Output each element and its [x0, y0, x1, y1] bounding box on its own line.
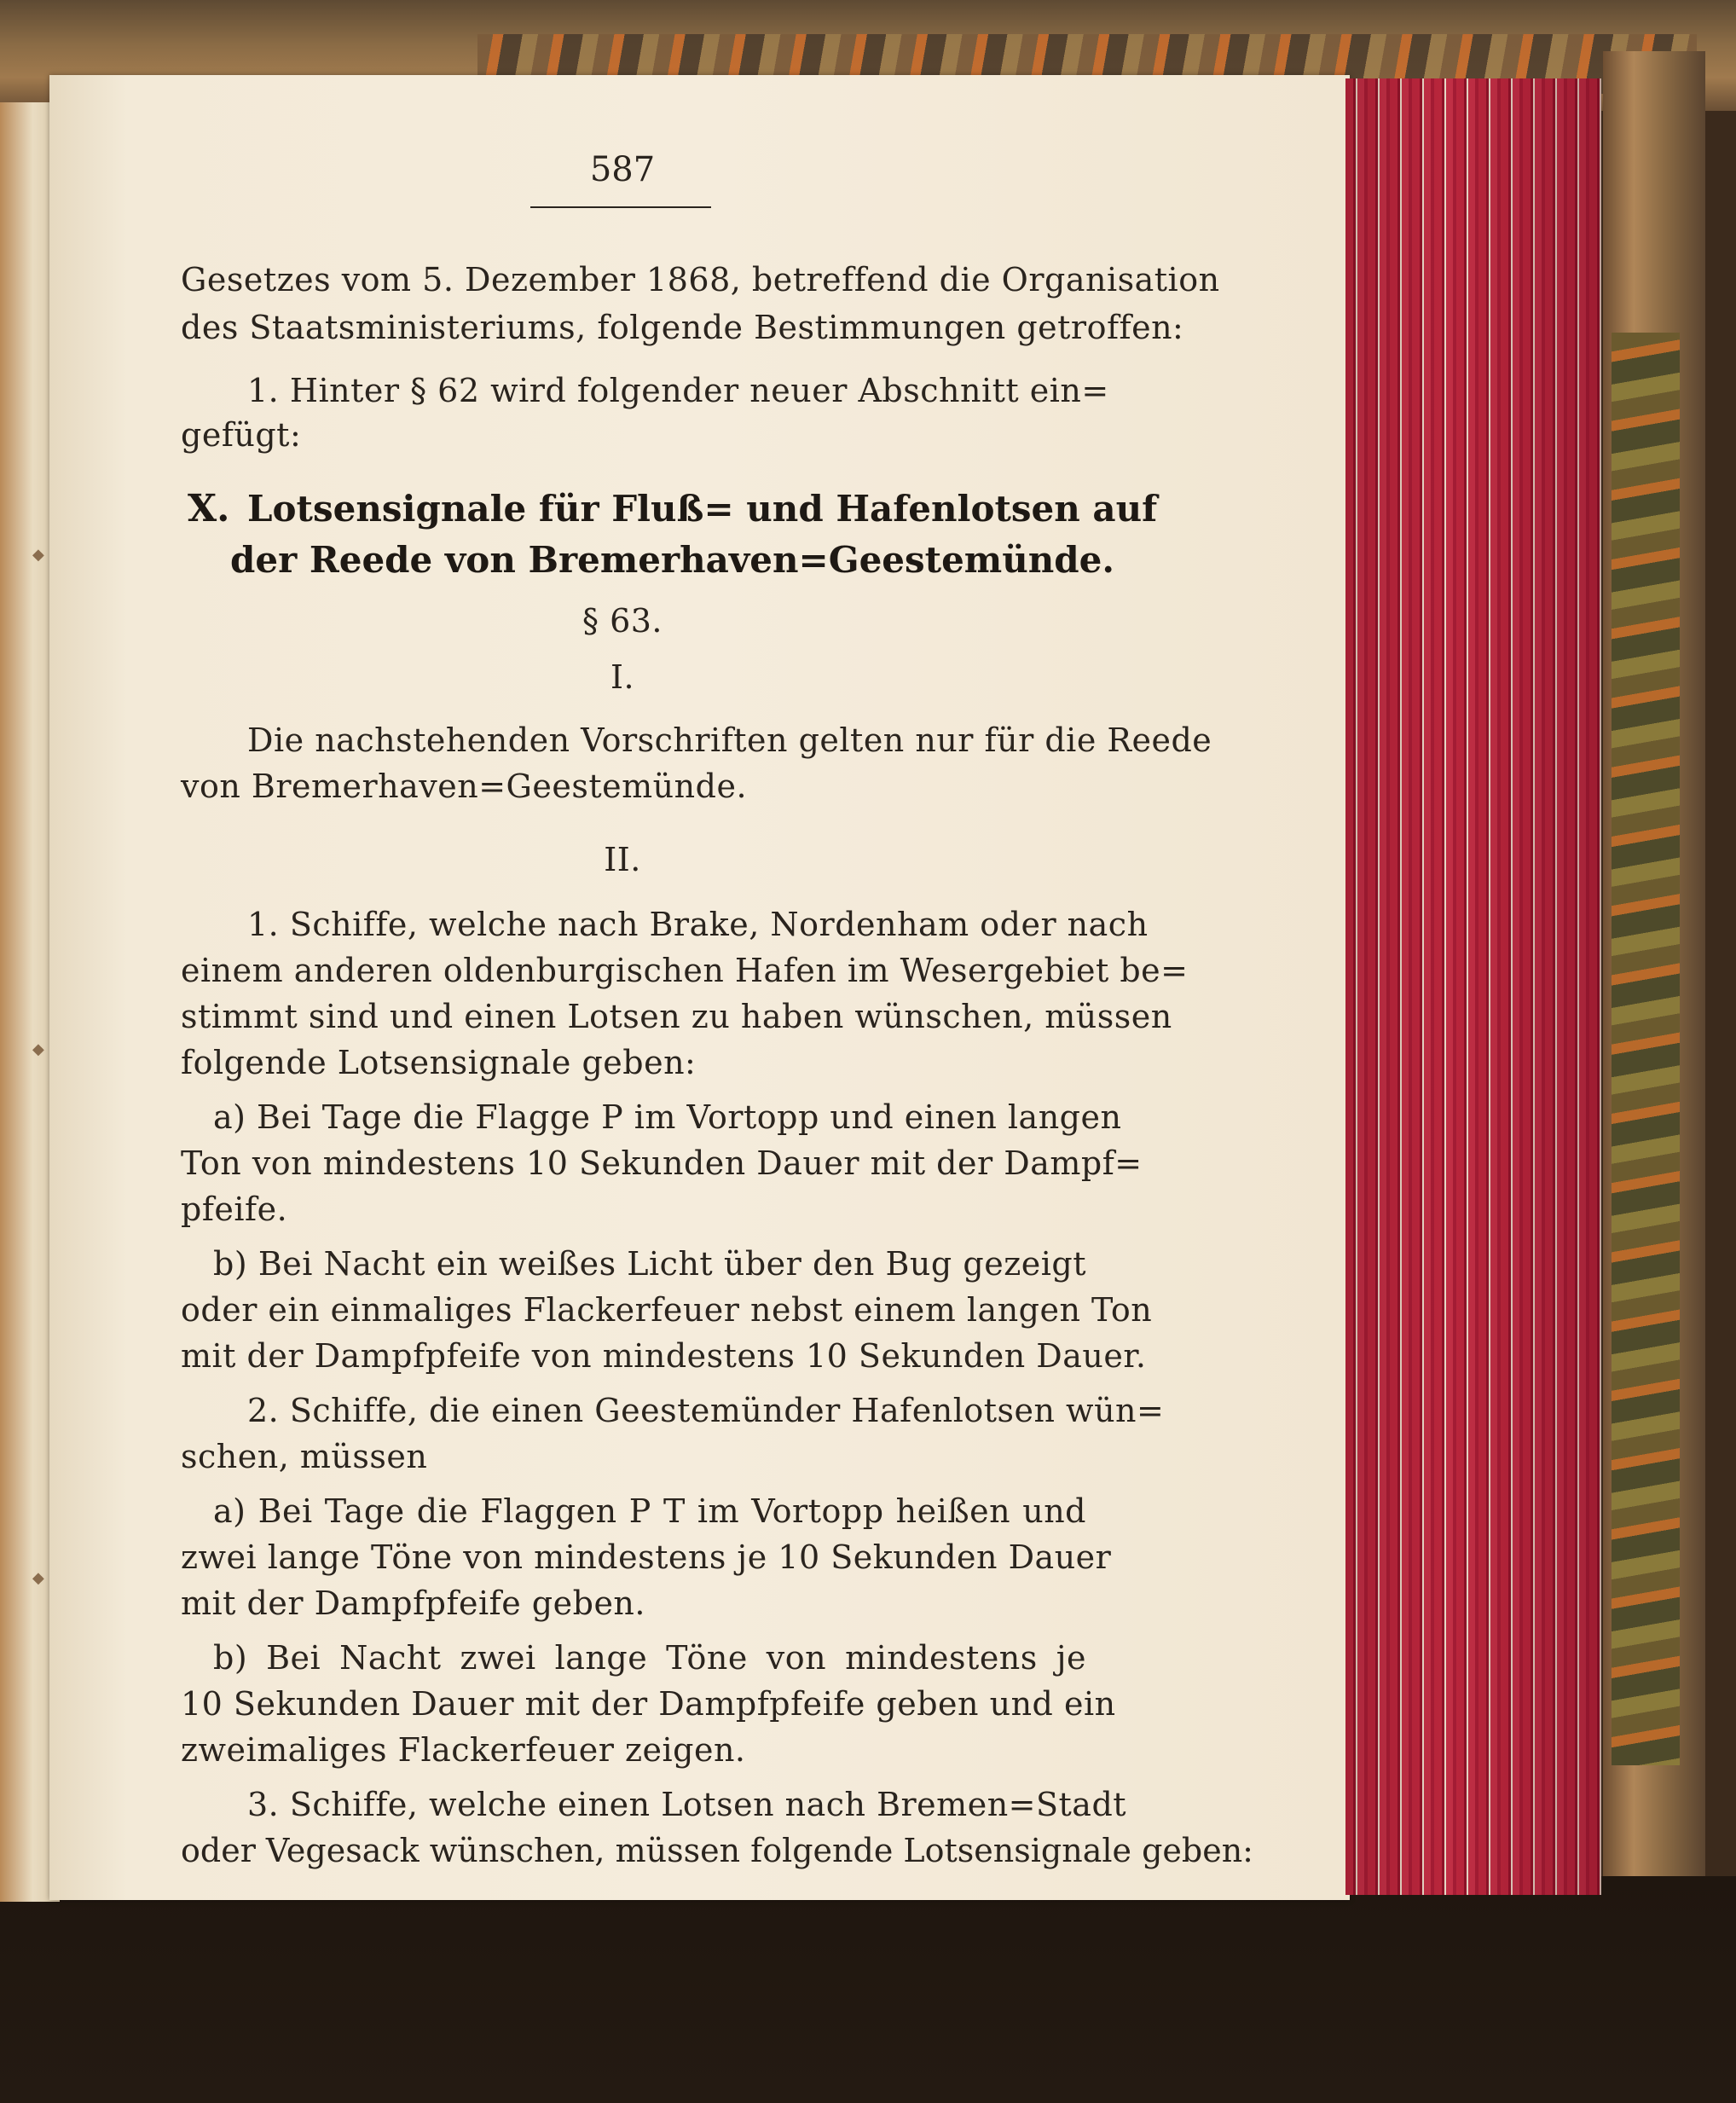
binding-mark: ◆ [32, 1040, 44, 1058]
text-line: b) Bei Nacht zwei lange Töne von mindestens je [213, 1639, 1086, 1677]
text-line: 1. Hinter § 62 wird folgender neuer Abschnitt ein= [247, 372, 1109, 409]
binding-mark: ◆ [32, 1569, 44, 1587]
text-line: 10 Sekunden Dauer mit der Dampfpfeife geben und ein [181, 1685, 1116, 1723]
text-line: zweimaliges Flackerfeuer zeigen. [181, 1731, 746, 1769]
page-edge-shading [1345, 78, 1601, 1895]
text-line: mit der Dampfpfeife geben. [181, 1584, 645, 1622]
text-line: Die nachstehenden Vorschriften gelten nur für die Reede [247, 721, 1212, 759]
text-line: oder ein einmaliges Flackerfeuer nebst einem langen Ton [181, 1291, 1153, 1329]
text-line: 2. Schiffe, die einen Geestemünder Hafenlotsen wün= [247, 1392, 1165, 1429]
text-line: 3. Schiffe, welche einen Lotsen nach Bremen=Stadt [247, 1786, 1127, 1823]
text-line: a) Bei Tage die Flagge P im Vortopp und einen langen [213, 1098, 1122, 1136]
text-line: a) Bei Tage die Flaggen P T im Vortopp heißen und [213, 1492, 1086, 1530]
text-line: Gesetzes vom 5. Dezember 1868, betreffend die Organisation [181, 261, 1220, 298]
text-line: pfeife. [181, 1191, 288, 1228]
text-line: b) Bei Nacht ein weißes Licht über den Bug gezeigt [213, 1245, 1086, 1283]
chapter-title-line-2: der Reede von Bremerhaven=Geestemünde. [230, 539, 1115, 581]
text-line: oder Vegesack wünschen, müssen folgende Lotsensignale geben: [181, 1832, 1253, 1869]
page-number: 587 [589, 150, 656, 189]
text-line: schen, müssen [181, 1438, 428, 1475]
text-line: zwei lange Töne von mindestens je 10 Sekunden Dauer [181, 1538, 1112, 1576]
background-shadow [0, 1876, 1736, 2103]
marbled-cover-right [1612, 333, 1680, 1765]
text-line: 1. Schiffe, welche nach Brake, Nordenham oder nach [247, 906, 1149, 943]
section-number: § 63. [582, 602, 663, 640]
text-line: stimmt sind und einen Lotsen zu haben wünschen, müssen [181, 998, 1172, 1035]
part-numeral: I. [610, 658, 635, 696]
text-line: gefügt: [181, 416, 302, 454]
text-line: des Staatsministeriums, folgende Bestimmungen getroffen: [181, 309, 1184, 346]
binding-mark: ◆ [32, 546, 44, 564]
chapter-title-line-1: Lotsensignale für Fluß= und Hafenlotsen auf [247, 488, 1158, 530]
part-numeral: II. [604, 841, 641, 878]
text-line: folgende Lotsensignale geben: [181, 1044, 697, 1081]
chapter-numeral: X. [188, 487, 230, 530]
text-line: einem anderen oldenburgischen Hafen im Wesergebiet be= [181, 952, 1189, 989]
page-number-rule [530, 206, 711, 208]
text-line: von Bremerhaven=Geestemünde. [181, 768, 748, 805]
text-line: mit der Dampfpfeife von mindestens 10 Sekunden Dauer. [181, 1337, 1147, 1375]
text-line: Ton von mindestens 10 Sekunden Dauer mit der Dampf= [181, 1144, 1143, 1182]
